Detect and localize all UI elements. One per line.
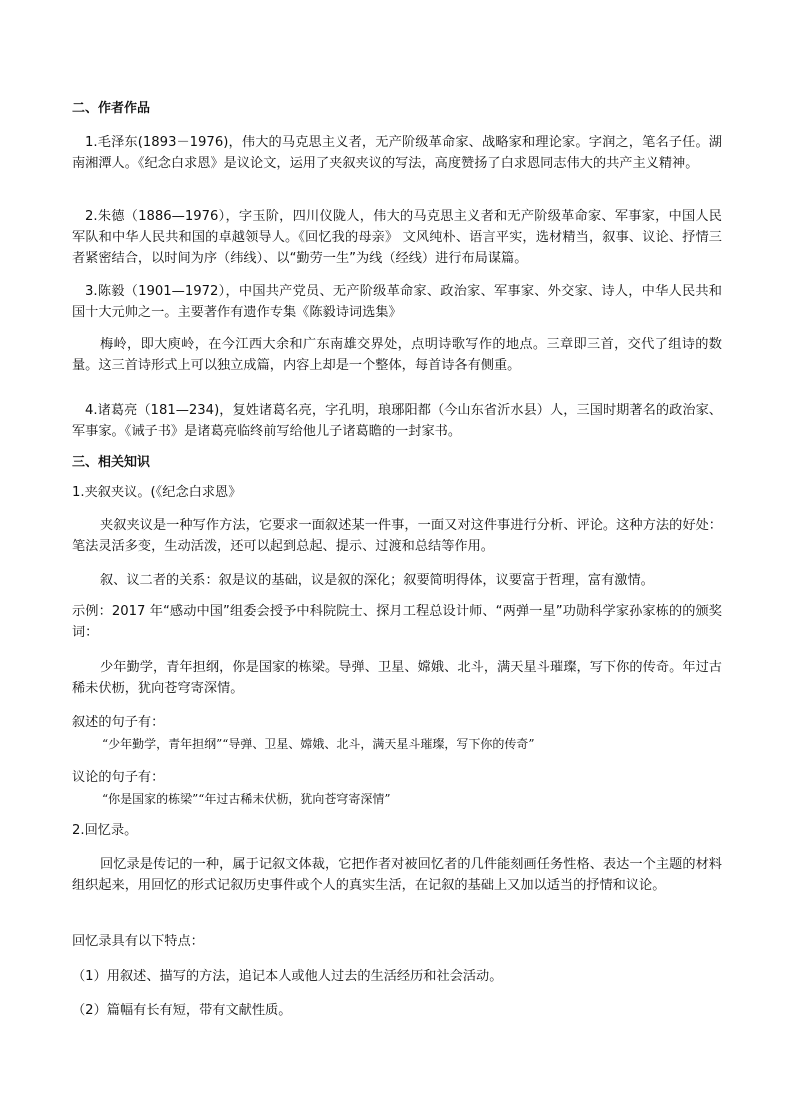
- memoir-feature-2: （2）篇幅有长有短，带有文献性质。: [72, 1003, 292, 1018]
- paragraph-chen-yi: 3.陈毅（1901—1972），中国共产党员、无产阶级革命家、政治家、军事家、外交家、诗人，中华人民共和国十大元帅之一。主要著作有遗作专集《陈毅诗词选集》: [72, 284, 722, 320]
- quote-narrative-sentences: “少年勤学，青年担纲”“导弹、卫星、嫦娥、北斗，满天星斗璀璨，写下你的传奇”: [102, 737, 535, 751]
- paragraph-zhuge-liang: 4.诸葛亮（181—234)，复姓诸葛名亮，字孔明，琅琊阳都（今山东省沂水县）人，三国时期著名的政治家、军事家。《诫子书》是诸葛亮临终前写给他儿子诸葛瞻的一封家书。: [72, 403, 722, 439]
- label-memoir-features: 回忆录具有以下特点：: [72, 934, 204, 949]
- paragraph-narrative-argument-definition: 夹叙夹议是一种写作方法，它要求一面叙述某一件事，一面又对这件事进行分析、评论。这种方法的好处：笔法灵活多变，生动活泼，还可以起到总起、提示、过渡和总结等作用。: [72, 518, 722, 554]
- section-heading-author-works: 二、作者作品: [72, 101, 151, 116]
- paragraph-meiling: 梅岭，即大庾岭，在今江西大余和广东南雄交界处，点明诗歌写作的地点。三章即三首，交代了组诗的数量。这三首诗形式上可以独立成篇，内容上却是一个整体，每首诗各有侧重。: [72, 337, 722, 373]
- paragraph-example: 示例：2017 年“感动中国”组委会授予中科院院士、探月工程总设计师、“两弹一星”功勋科学家孙家栋的的颁奖词：: [72, 604, 722, 640]
- paragraph-mao-zedong: 1.毛泽东(1893－1976)，伟大的马克思主义者，无产阶级革命家、战略家和理论家。字润之，笔名子任。湖南湘潭人。《纪念白求恩》是议论文，运用了夹叙夹议的写法，高度赞扬了白求恩同志伟大的共产主义精神。: [72, 135, 722, 171]
- paragraph-citation: 少年勤学，青年担纲，你是国家的栋梁。导弹、卫星、嫦娥、北斗，满天星斗璀璨，写下你的传奇。年过古稀未伏枥，犹向苍穹寄深情。: [72, 660, 722, 696]
- item-title-narrative-argument: 1.夹叙夹议。(《纪念白求恩》: [72, 485, 242, 500]
- paragraph-narrative-argument-relation: 叙、议二者的关系：叙是议的基础，议是叙的深化；叙要简明得体，议要富于哲理，富有激情。: [100, 573, 654, 588]
- memoir-feature-1: （1）用叙述、描写的方法，追记本人或他人过去的生活经历和社会活动。: [72, 969, 503, 984]
- quote-argument-sentences: “你是国家的栋梁”“年过古稀未伏枥，犹向苍穹寄深情”: [102, 792, 391, 806]
- label-narrative-sentences: 叙述的句子有：: [72, 715, 165, 730]
- paragraph-memoir-definition: 回忆录是传记的一种，属于记叙文体裁，它把作者对被回忆者的几件能刻画任务性格、表达一个主题的材料组织起来，用回忆的形式记叙历史事件或个人的真实生活，在记叙的基础上又加以适当的抒情和议论。: [72, 857, 722, 893]
- label-argument-sentences: 议论的句子有：: [72, 770, 165, 785]
- item-title-memoir: 2.回忆录。: [72, 823, 138, 838]
- section-heading-related-knowledge: 三、相关知识: [72, 455, 151, 470]
- paragraph-zhu-de: 2.朱德（1886—1976），字玉阶，四川仪陇人，伟大的马克思主义者和无产阶级革命家、军事家，中国人民军队和中华人民共和国的卓越领导人。《回忆我的母亲》 文风纯朴、语言平实，选材精当，叙事、议论、抒情三者紧密结合，以时间为序（纬线）、以“勤劳一生”为线（经线）进行布局谋篇。: [72, 209, 722, 266]
